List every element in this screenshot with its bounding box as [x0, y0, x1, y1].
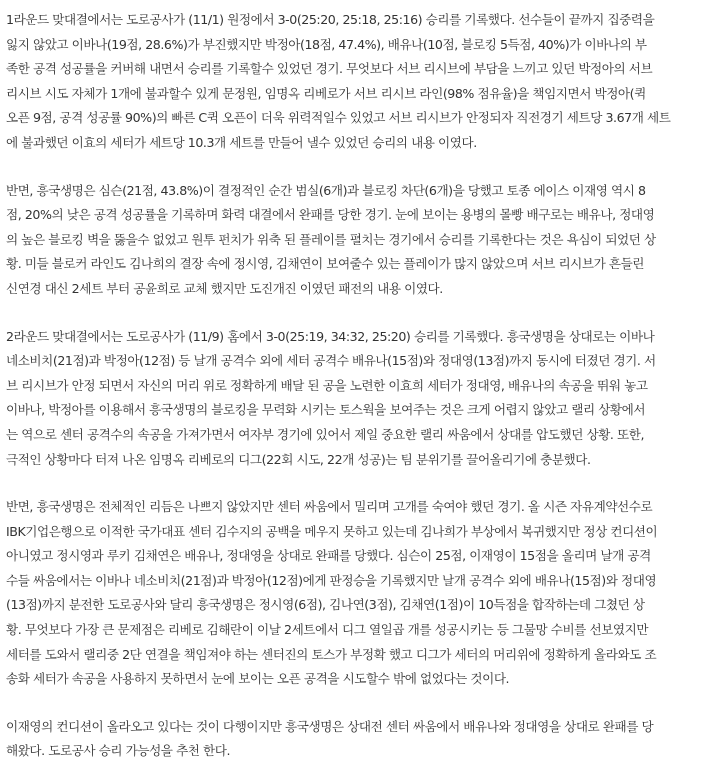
paragraph-round1-ex: [6, 8, 716, 156]
text-line: 신연경 대신 2세트 부터 공윤희로 교체 했지만 도진개진 이였던 패전의 내용 이였다.: [6, 280, 443, 296]
text-line: 네소비치(21점)과 박정아(12점) 등 날개 공격수 외에 세터 공격수 배유나(15점)와 정대영(13점)까지 동시에 터졌던 경기. 서: [6, 353, 656, 369]
text-line: IBK기업은행으로 이적한 국가대표 센터 김수지의 공백을 메우지 못하고 있는데 김나희가 부상에서 복귀했지만 정상 컨디션이: [6, 523, 658, 539]
text-line: 황. 미들 블로커 라인도 김나희의 결장 속에 정시영, 김채연이 보여줄수 있는 플레이가 많지 않았으며 서브 리시브가 흔들린: [6, 256, 645, 272]
text-line: 송화 세터가 속공을 사용하지 못하면서 눈에 보이는 오픈 공격을 시도할수 밖에 없었다는 것이다.: [6, 671, 510, 687]
text-line: 의 높은 블로킹 벽을 뚫을수 없었고 원투 펀치가 위축 된 플레이를 펼치는 경기에서 승리를 기록한다는 것은 욕심이 되었던 상: [6, 231, 656, 247]
text-line: 오픈 9점, 공격 성공률 90%)의 빠른 C퀵 오픈이 더욱 위력적일수 있었고 서브 리시브가 안정되자 직전경기 세트당 3.67개 세트: [6, 110, 671, 126]
paragraph-round1-heungkuk: [6, 179, 716, 302]
text-line: (13점)까지 분전한 도로공사와 달리 흥국생명은 정시영(6점), 김나연(3점), 김채연(1점)이 10득점을 합작하는데 그쳤던 상: [6, 597, 645, 613]
text-line: 해왔다. 도로공사 승리 가능성을 추천 한다.: [6, 743, 231, 759]
text-line: 1라운드 맞대결에서는 도로공사가 (11/1) 원정에서 3-0(25:20, 25:18, 25:16) 승리를 기록했다. 선수들이 끝까지 집중력을: [6, 12, 655, 27]
text-line: 는 역으로 센터 공격수의 속공을 가져가면서 여자부 경기에 있어서 제일 중요한 랠리 싸움에서 상대를 압도했던 상황. 또한,: [6, 426, 645, 442]
paragraph-conclusion: [6, 715, 716, 764]
text-line: 반면, 흥국생명은 심슨(21점, 43.8%)이 결정적인 순간 범실(6개)과 블로킹 차단(6개)을 당했고 토종 에이스 이재영 역시 8: [6, 182, 646, 198]
text-line: 수들 싸움에서는 이바나 네소비치(21점)과 박정아(12점)에게 판정승을 기록했지만 날개 공격수 외에 배유나(15점)와 정대영: [6, 572, 657, 588]
text-line: 리시브 시도 자체가 1개에 불과할수 있게 문정원, 임명옥 리베로가 서브 리시브 라인(98% 점유율)을 책임지면서 박정아(퀵: [6, 85, 646, 101]
text-line: 잃지 않았고 이바나(19점, 28.6%)가 부진했지만 박정아(18점, 47.4%), 배유나(10점, 블로킹 5득점, 40%)가 이바나의 부: [6, 36, 647, 52]
text-line: 반면, 흥국생명은 전체적인 리듬은 나쁘지 않았지만 센터 싸움에서 밀리며 고개를 숙여야 했던 경기. 올 시즌 자유계약선수로: [6, 499, 653, 515]
text-line: 브 리시브가 안정 되면서 자신의 머리 위로 정확하게 배달 된 공을 노련한 이효희 세터가 정대영, 배유나의 속공을 뛰워 놓고: [6, 377, 648, 393]
text-line: 2라운드 맞대결에서는 도로공사가 (11/9) 홈에서 3-0(25:19, 34:32, 25:20) 승리를 기록했다. 흥국생명을 상대로는 이바나: [6, 328, 655, 344]
text-line: 이재영의 컨디션이 올라오고 있다는 것이 다행이지만 흥국생명은 상대전 센터 싸움에서 배유나와 정대영을 상대로 완패를 당: [6, 718, 654, 734]
text-line: 아니였고 정시영과 루키 김채연은 배유나, 정대영을 상대로 완패를 당했다. 심슨이 25점, 이재영이 15점을 올리며 날개 공격: [6, 548, 651, 564]
text-line: 에 불과했던 이효의 세터가 세트당 10.3개 세트를 만들어 낼수 있었던 승리의 내용 이였다.: [6, 134, 477, 150]
paragraph-round2-heungkuk: [6, 495, 716, 692]
text-line: 황. 무엇보다 가장 큰 문제점은 리베로 김해란이 이날 2세트에서 디그 열일곱 개를 성공시키는 등 그물망 수비를 선보였지만: [6, 622, 649, 638]
paragraph-round2-ex: [6, 325, 716, 473]
text-line: 세터를 도와서 랠리중 2단 연결을 책임져야 하는 센터진의 토스가 부정확 했고 디그가 세터의 머리위에 정확하게 올라와도 조: [6, 646, 657, 662]
text-line: 점, 20%의 낮은 공격 성공률을 기록하며 화력 대결에서 완패를 당한 경기. 눈에 보이는 용병의 몰빵 배구로는 배유나, 정대영: [6, 207, 655, 223]
text-line: 족한 공격 성공률을 커버해 내면서 승리를 기록할수 있었던 경기. 무엇보다 서브 리시브에 부담을 느끼고 있던 박정아의 서브: [6, 61, 653, 77]
text-line: 이바나, 박정아를 이용해서 흥국생명의 블로킹을 무력화 시키는 토스웍을 보여주는 것은 크게 어렵지 않았고 랠리 상황에서: [6, 402, 646, 418]
text-line: 극적인 상황마다 터져 나온 임명옥 리베로의 디그(22회 시도, 22개 성공)는 팀 분위기를 끌어올리기에 충분했다.: [6, 451, 591, 467]
